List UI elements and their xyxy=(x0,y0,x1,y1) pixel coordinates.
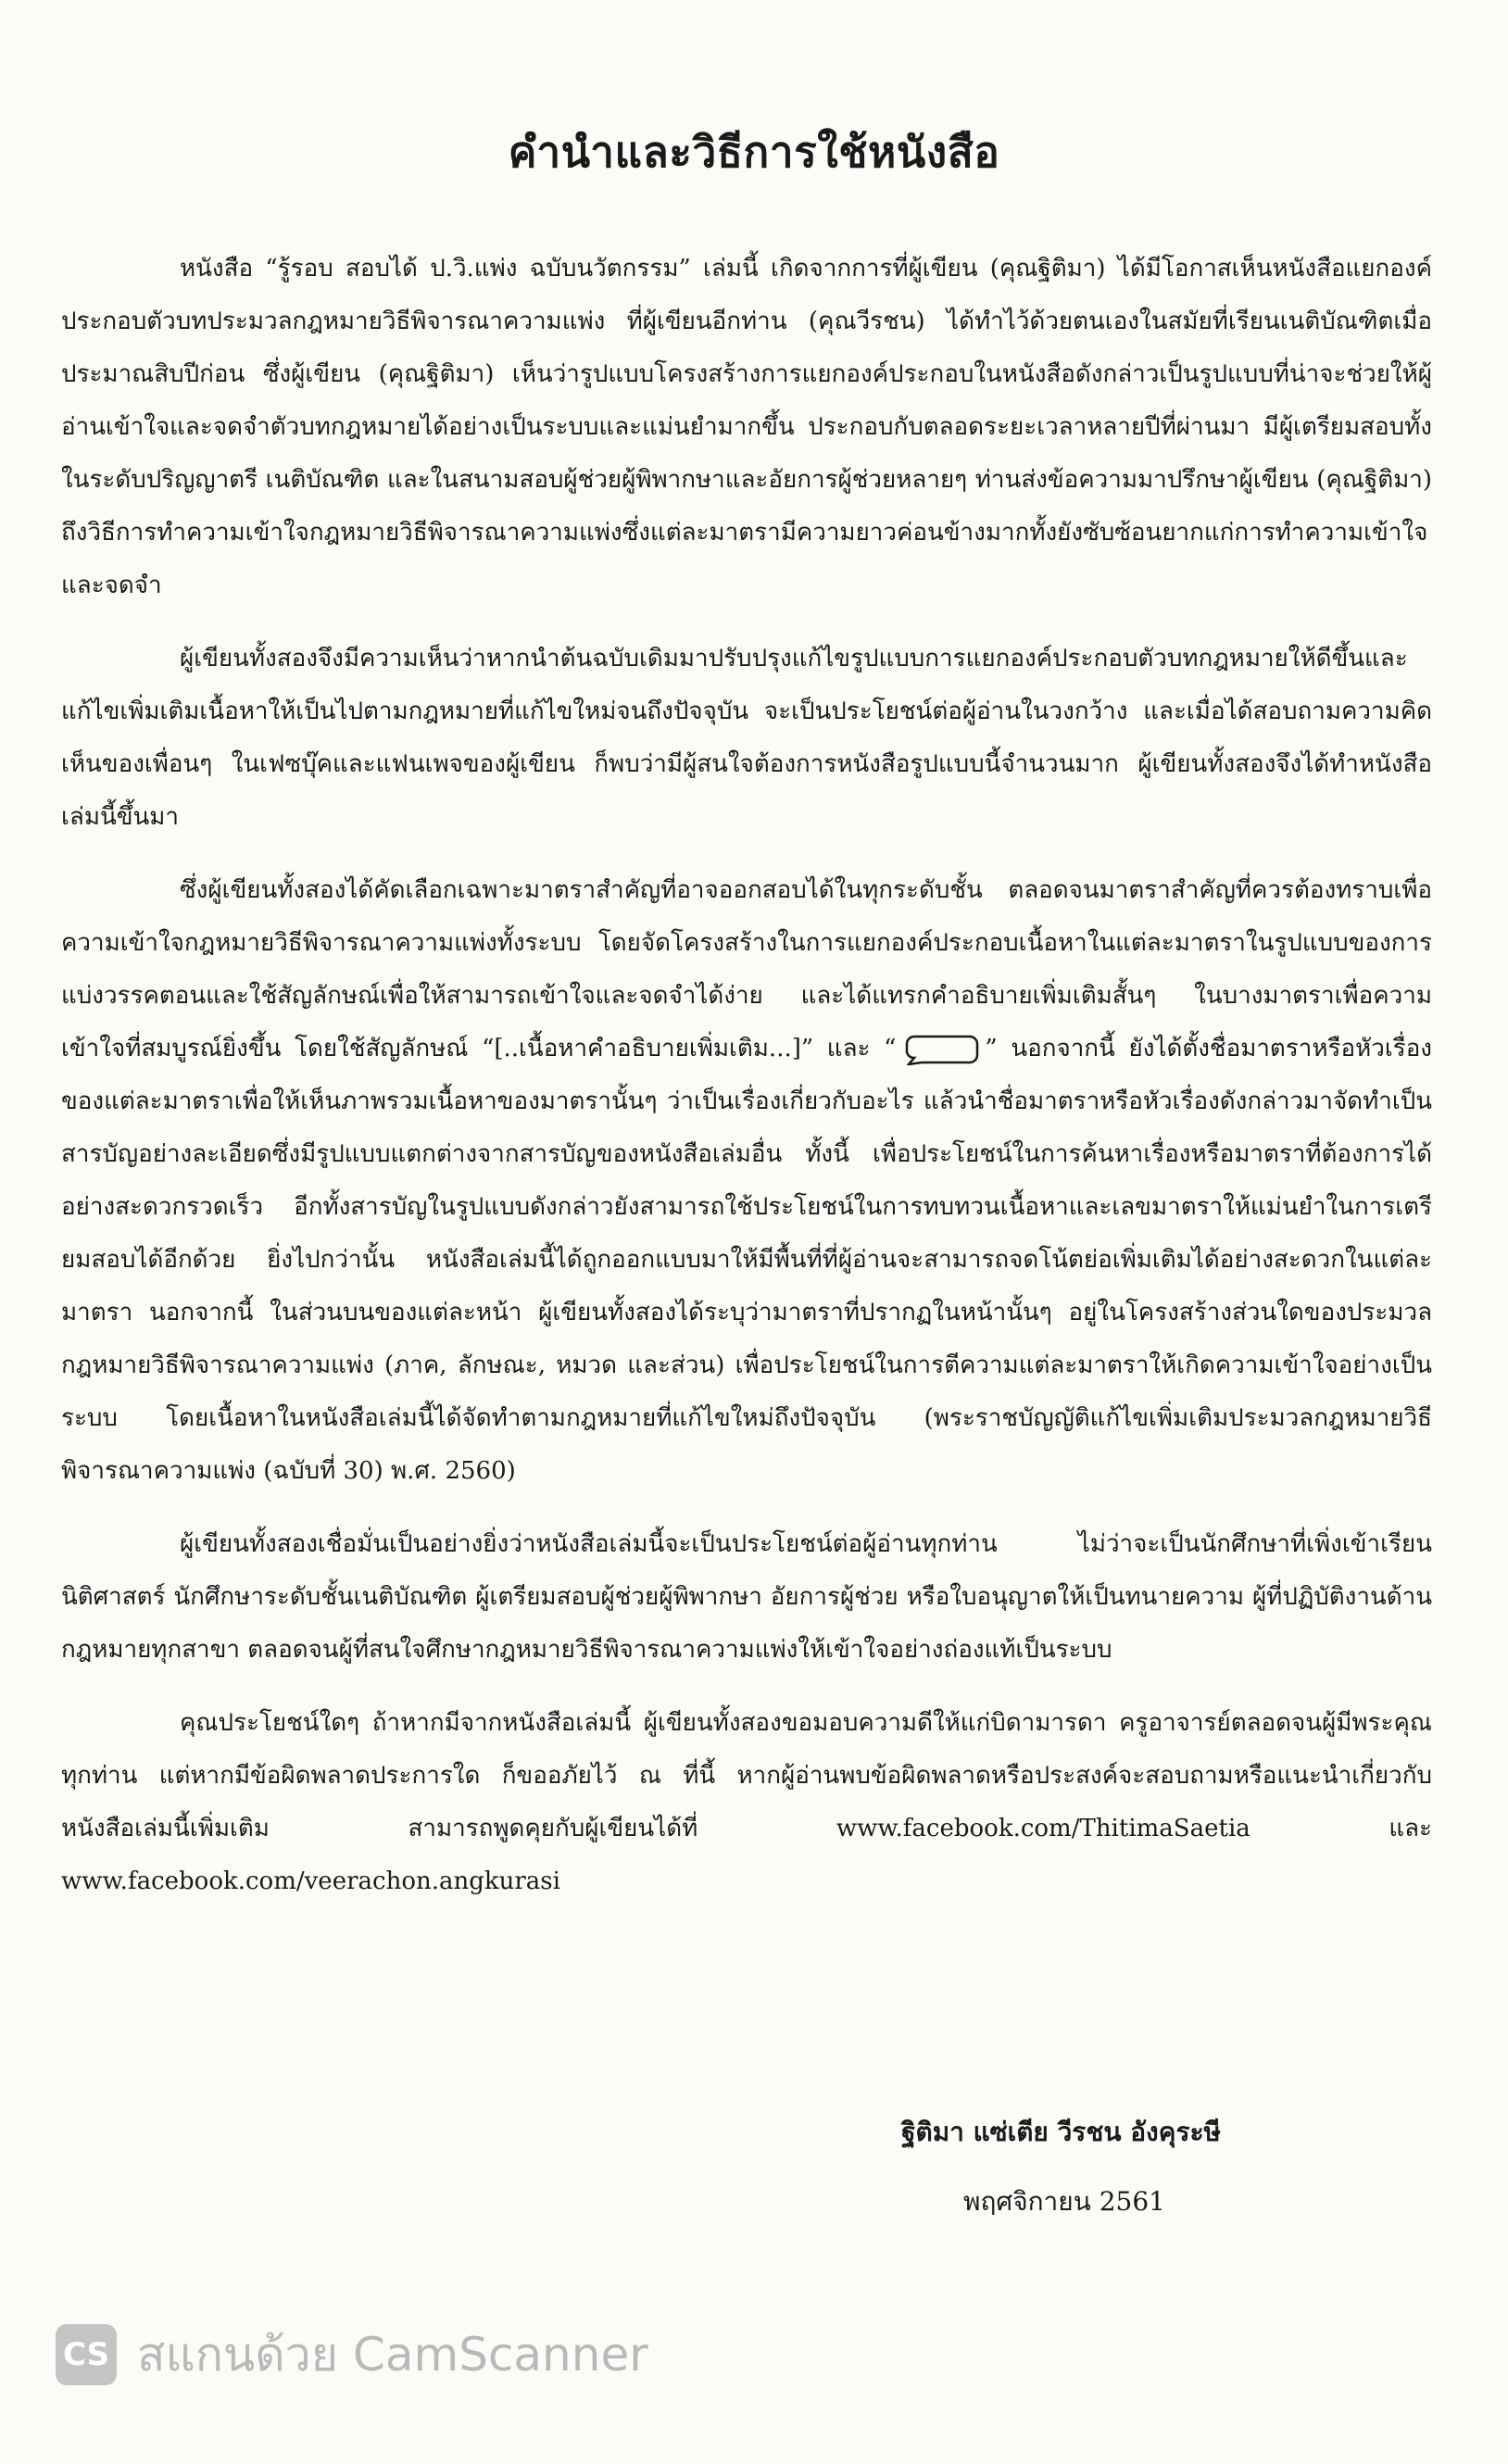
camscanner-watermark xyxy=(56,2320,648,2389)
paragraph-5-text: คุณประโยชน์ใดๆ ถ้าหากมีจากหนังสือเล่มนี้ ผู้เขียนทั้งสองขอมอบความดีให้แก่บิดามารดา ครูอาจารย์ตลอดจนผู้มีพระคุณทุกท่าน แต่หากมีข้อผิดพลาดประการใด ก็ขออภัยไว้ ณ ที่นี้ หากผู้อ่านพบข้อผิดพลาดหรือประสงค์จะสอบถามหรือแนะนำเกี่ยวกับหนังสือเล่มนี้เพิ่มเติม สามารถพูดคุยกับผู้เขียนได้ที่ xyxy=(61,1709,1432,1842)
camscanner-logo-icon: CS xyxy=(56,2324,117,2385)
facebook-link-thitima[interactable]: www.facebook.com/ThitimaSaetia xyxy=(836,1815,1250,1842)
document-date: พฤศจิกายน 2561 xyxy=(963,2186,1165,2217)
page-title: คำนำและวิธีการใช้หนังสือ xyxy=(508,127,1000,177)
paragraph-1: หนังสือ “รู้รอบ สอบได้ ป.วิ.แพ่ง ฉบับนวัตกรรม” เล่มนี้ เกิดจากการที่ผู้เขียน (คุณฐิติมา) ได้มีโอกาสเห็นหนังสือแยกองค์ประกอบตัวบทประมวลกฎหมายวิธีพิจารณาความแพ่ง ที่ผู้เขียนอีกท่าน (คุณวีรชน) ได้ทำไว้ด้วยตนเองในสมัยที่เรียนเนติบัณฑิตเมื่อประมาณสิบปีก่อน ซึ่งผู้เขียน (คุณฐิติมา) เห็นว่ารูปแบบโครงสร้างการแยกองค์ประกอบในหนังสือดังกล่าวเป็นรูปแบบที่น่าจะช่วยให้ผู้อ่านเข้าใจและจดจำตัวบทกฎหมายได้อย่างเป็นระบบและแม่นยำมากขึ้น ประกอบกับตลอดระยะเวลาหลายปีที่ผ่านมา มีผู้เตรียมสอบทั้งในระดับปริญญาตรี เนติบัณฑิต และในสนามสอบผู้ช่วยผู้พิพากษาและอัยการผู้ช่วยหลายๆ ท่านส่งข้อความมาปรึกษาผู้เขียน (คุณฐิติมา) ถึงวิธีการทำความเข้าใจกฎหมายวิธีพิจารณาความแพ่งซึ่งแต่ละมาตรามีความยาวค่อนข้างมากทั้งยังซับซ้อนยากแก่การทำความเข้าใจและจดจำ xyxy=(61,255,1432,599)
paragraph-5-and: และ xyxy=(1250,1815,1432,1842)
paragraph-3 xyxy=(61,864,1432,1498)
paragraph-5 xyxy=(61,1697,1432,1908)
paragraph-2: ผู้เขียนทั้งสองจึงมีความเห็นว่าหากนำต้นฉบับเดิมมาปรับปรุงแก้ไขรูปแบบการแยกองค์ประกอบตัวบทกฎหมายให้ดีขึ้นและแก้ไขเพิ่มเติมเนื้อหาให้เป็นไปตามกฎหมายที่แก้ไขใหม่จนถึงปัจจุบัน จะเป็นประโยชน์ต่อผู้อ่านในวงกว้าง และเมื่อได้สอบถามความคิดเห็นของเพื่อนๆ ในเฟซบุ๊คและแฟนเพจของผู้เขียน ก็พบว่ามีผู้สนใจต้องการหนังสือรูปแบบนี้จำนวนมาก ผู้เขียนทั้งสองจึงได้ทำหนังสือเล่มนี้ขึ้นมา xyxy=(61,645,1432,831)
camscanner-watermark-text: สแกนด้วย CamScanner xyxy=(137,2327,648,2382)
speech-bubble-icon xyxy=(901,1034,979,1065)
facebook-link-veerachon[interactable]: www.facebook.com/veerachon.angkurasi xyxy=(61,1867,560,1895)
paragraph-3-part-a: ซึ่งผู้เขียนทั้งสองได้คัดเลือกเฉพาะมาตราสำคัญที่อาจออกสอบได้ในทุกระดับชั้น ตลอดจนมาตราสำคัญที่ควรต้องทราบเพื่อความเข้าใจกฎหมายวิธีพิจารณาความแพ่งทั้งระบบ โดยจัดโครงสร้างในการแยกองค์ประกอบเนื้อหาในแต่ละมาตราในรูปแบบของการแบ่งวรรคตอนและใช้สัญลักษณ์เพื่อให้สามารถเข้าใจและจดจำได้ง่าย และได้แทรกคำอธิบายเพิ่มเติมสั้นๆ ในบางมาตราเพื่อความเข้าใจที่สมบูรณ์ยิ่งขึ้น โดยใช้สัญลักษณ์ “[..เนื้อหาคำอธิบายเพิ่มเติม...]” และ “ xyxy=(61,876,1432,1062)
document-body xyxy=(61,243,1432,1908)
author-signature: ฐิติมา แซ่เตีย วีรชน อังคุระษี xyxy=(901,2117,1221,2147)
paragraph-4: ผู้เขียนทั้งสองเชื่อมั่นเป็นอย่างยิ่งว่าหนังสือเล่มนี้จะเป็นประโยชน์ต่อผู้อ่านทุกท่าน ไม่ว่าจะเป็นนักศึกษาที่เพิ่งเข้าเรียนนิติศาสตร์ นักศึกษาระดับชั้นเนติบัณฑิต ผู้เตรียมสอบผู้ช่วยผู้พิพากษา อัยการผู้ช่วย หรือใบอนุญาตให้เป็นทนายความ ผู้ที่ปฏิบัติงานด้านกฎหมายทุกสาขา ตลอดจนผู้ที่สนใจศึกษากฎหมายวิธีพิจารณาความแพ่งให้เข้าใจอย่างถ่องแท้เป็นระบบ xyxy=(61,1530,1432,1664)
paragraph-3-part-b: ” นอกจากนี้ ยังได้ตั้งชื่อมาตราหรือหัวเรื่องของแต่ละมาตราเพื่อให้เห็นภาพรวมเนื้อหาของมาตรานั้นๆ ว่าเป็นเรื่องเกี่ยวกับอะไร แล้วนำชื่อมาตราหรือหัวเรื่องดังกล่าวมาจัดทำเป็นสารบัญอย่างละเอียดซึ่งมีรูปแบบแตกต่างจากสารบัญของหนังสือเล่มอื่น ทั้งนี้ เพื่อประโยชน์ในการค้นหาเรื่องหรือมาตราที่ต้องการได้อย่างสะดวกรวดเร็ว อีกทั้งสารบัญในรูปแบบดังกล่าวยังสามารถใช้ประโยชน์ในการทบทวนเนื้อหาและเลขมาตราให้แม่นยำในการเตรียมสอบได้อีกด้วย ยิ่งไปกว่านั้น หนังสือเล่มนี้ได้ถูกออกแบบมาให้มีพื้นที่ที่ผู้อ่านจะสามารถจดโน้ตย่อเพิ่มเติมได้อย่างสะดวกในแต่ละมาตรา นอกจากนี้ ในส่วนบนของแต่ละหน้า ผู้เขียนทั้งสองได้ระบุว่ามาตราที่ปรากฏในหน้านั้นๆ อยู่ในโครงสร้างส่วนใดของประมวลกฎหมายวิธีพิจารณาความแพ่ง (ภาค, ลักษณะ, หมวด และส่วน) เพื่อประโยชน์ในการตีความแต่ละมาตราให้เกิดความเข้าใจอย่างเป็นระบบ โดยเนื้อหาในหนังสือเล่มนี้ได้จัดทำตามกฎหมายที่แก้ไขใหม่ถึงปัจจุบัน (พระราชบัญญัติแก้ไขเพิ่มเติมประมวลกฎหมายวิธีพิจารณาความแพ่ง (ฉบับที่ 30) พ.ศ. 2560) xyxy=(61,1035,1433,1485)
